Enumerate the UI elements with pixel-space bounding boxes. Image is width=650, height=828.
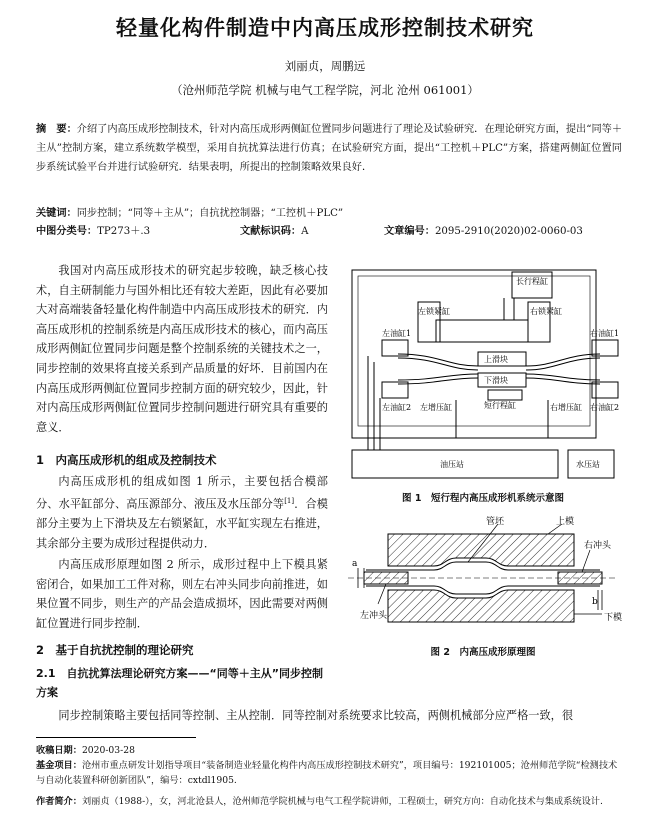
- received-label: 收稿日期：: [36, 745, 82, 756]
- footnote-received: [36, 744, 622, 759]
- section-2-paragraph-1: 同步控制策略主要包括同等控制、主从控制．同等控制对系统要求比较高，两侧机械部分应严格一致，很: [58, 709, 574, 722]
- label-right-lock: 右锁紧缸: [530, 307, 562, 316]
- label-b: b: [592, 597, 598, 607]
- fund-text: 沧州市重点研发计划指导项目“装备制造业轻量化构件内高压成形控制技术研究”，项目编号：192101005；沧州师范学院“检测技术与自动化装置科研创新团队”，编号：cxtdl1905.: [36, 760, 618, 786]
- affiliation: （沧州师范学院 机械与电气工程学院，河北 沧州 061001）: [171, 83, 479, 97]
- clc-number: [36, 222, 150, 241]
- article-meta: [36, 222, 622, 241]
- author-bio-text: 刘丽贞（1988-），女，河北沧县人，沧州师范学院机械与电气工程学院讲师，工程硕士，研究方向：自动化技术与集成系统设计.: [81, 796, 603, 807]
- received-date: 2020-03-28: [81, 745, 135, 756]
- right-punch-shape: [558, 572, 602, 584]
- label-tube: 管坯: [486, 517, 505, 527]
- article-number: [384, 222, 583, 241]
- section-2-heading: 2 基于自抗扰控制的理论研究: [36, 643, 194, 657]
- keywords-label: 关键词：: [36, 208, 77, 219]
- footnote-author: [36, 795, 622, 810]
- abstract-label: 摘 要：: [36, 124, 77, 135]
- figure-1-caption: 图 1 短行程内高压成形机系统示意图: [402, 493, 564, 504]
- intro-paragraph: 我国对内高压成形技术的研究起步较晚，缺乏核心技术，自主研制能力与国外相比还有较大差距，因此有必要加大对高端装备轻量化构件制造中内高压成形技术的研究．内高压成形机的控制系统是内高压成形技术的核心，而内高压成形两侧缸位置同步问题是整个控制系统的关键技术之一，同步控制的效果将直接关系到产品质量的好坏．目前国内在内高压成形两侧缸位置同步控制方面的研究较少，因此，针对内高压成形两侧缸位置同步控制问题进行研究具有重要的意义．: [36, 264, 328, 434]
- figure-1-diagram: [338, 262, 628, 484]
- s1p1-text-b: ．合模部分主要为上下滑块及左右锁紧缸，水平缸实现左右推进，其余部分主要为成形过程提供动力．: [36, 497, 328, 550]
- press-frame: [352, 270, 596, 438]
- art-value: 2095-2910(2020)02-0060-03: [434, 226, 583, 237]
- label-left-cyl-2: 左油缸2: [382, 403, 412, 412]
- figure-2-diagram: [338, 514, 628, 634]
- upper-die-shape: [388, 534, 574, 566]
- label-oil-station: 油压站: [440, 460, 464, 469]
- label-lower-slider: 下滑块: [484, 376, 508, 385]
- clc-value: TP273＋.3: [97, 226, 151, 237]
- label-right-cyl-2: 右油缸2: [590, 403, 620, 412]
- document-code: [240, 222, 308, 241]
- upper-frame: [436, 320, 528, 342]
- clc-label: 中图分类号：: [36, 226, 98, 237]
- label-upper-slider: 上滑块: [484, 355, 508, 364]
- label-right-punch: 右冲头: [584, 541, 612, 551]
- figure-2-caption: 图 2 内高压成形原理图: [430, 647, 536, 658]
- author-bio-label: 作者简介：: [36, 796, 82, 807]
- author-list: 刘丽贞，周鹏远: [284, 59, 366, 73]
- section-1-heading: 1 内高压成形机的组成及控制技术: [36, 453, 217, 467]
- s1p1-text-a: 内高压成形机的组成如图 1 所示，主要包括合模部分、水平缸部分、高压源部分、液压及水压部分等: [36, 475, 328, 511]
- left-punch-shape: [364, 572, 408, 584]
- abstract: [36, 120, 622, 177]
- section-1-paragraph-1: [36, 472, 328, 553]
- doc-label: 文献标识码：: [240, 226, 302, 237]
- label-left-punch: 左冲头: [360, 611, 388, 621]
- label-short-cylinder: 短行程缸: [484, 401, 516, 410]
- short-cylinder-box: [488, 390, 522, 400]
- label-left-lock: 左锁紧缸: [418, 307, 450, 316]
- label-left-cyl-1: 左油缸1: [382, 329, 412, 338]
- label-lower-die: 下模: [604, 613, 623, 623]
- paper-title: 轻量化构件制造中内高压成形控制技术研究: [116, 16, 534, 40]
- label-right-cyl-1: 右油缸1: [590, 329, 620, 338]
- keywords: [36, 204, 622, 223]
- footnote-rule: [36, 737, 196, 738]
- fund-label: 基金项目：: [36, 760, 82, 771]
- label-water-station: 水压站: [576, 460, 600, 469]
- label-upper-die: 上模: [556, 517, 575, 527]
- label-right-boost: 右增压缸: [550, 403, 582, 412]
- art-label: 文章编号：: [384, 226, 435, 237]
- lower-die-shape: [388, 590, 574, 622]
- footnote-fund: [36, 759, 622, 788]
- abstract-text: 介绍了内高压成形控制技术，针对内高压成形两侧缸位置同步问题进行了理论及试验研究．在理论研究方面，提出“同等＋主从”控制方案，建立系统数学模型，采用自抗扰算法进行仿真；在试验研究方面，提出“工控机＋PLC”方案，搭建两侧缸位置同步系统试验平台并进行试验研究．结果表明，所提出的控制策略效果良好．: [36, 124, 623, 173]
- keywords-text: 同步控制；“同等＋主从”；自抗扰控制器；“工控机＋PLC”: [76, 208, 344, 219]
- label-long-cylinder: 长行程缸: [516, 277, 548, 286]
- section-2-1-heading: 2.1 自抗扰算法理论研究方案——“同等＋主从”同步控制方案: [36, 667, 323, 699]
- label-left-boost: 左增压缸: [420, 403, 452, 412]
- doc-value: A: [301, 226, 309, 237]
- section-1-paragraph-2: 内高压成形原理如图 2 所示，成形过程中上下模具紧密闭合，如果加工工件对称，则左右冲头同步向前推进，如果位置不同步，则生产的产品会造成损坏，因此需要对两侧缸位置进行同步控制．: [36, 558, 328, 630]
- citation-ref-1[interactable]: [1]: [284, 496, 295, 505]
- label-a: a: [352, 559, 358, 569]
